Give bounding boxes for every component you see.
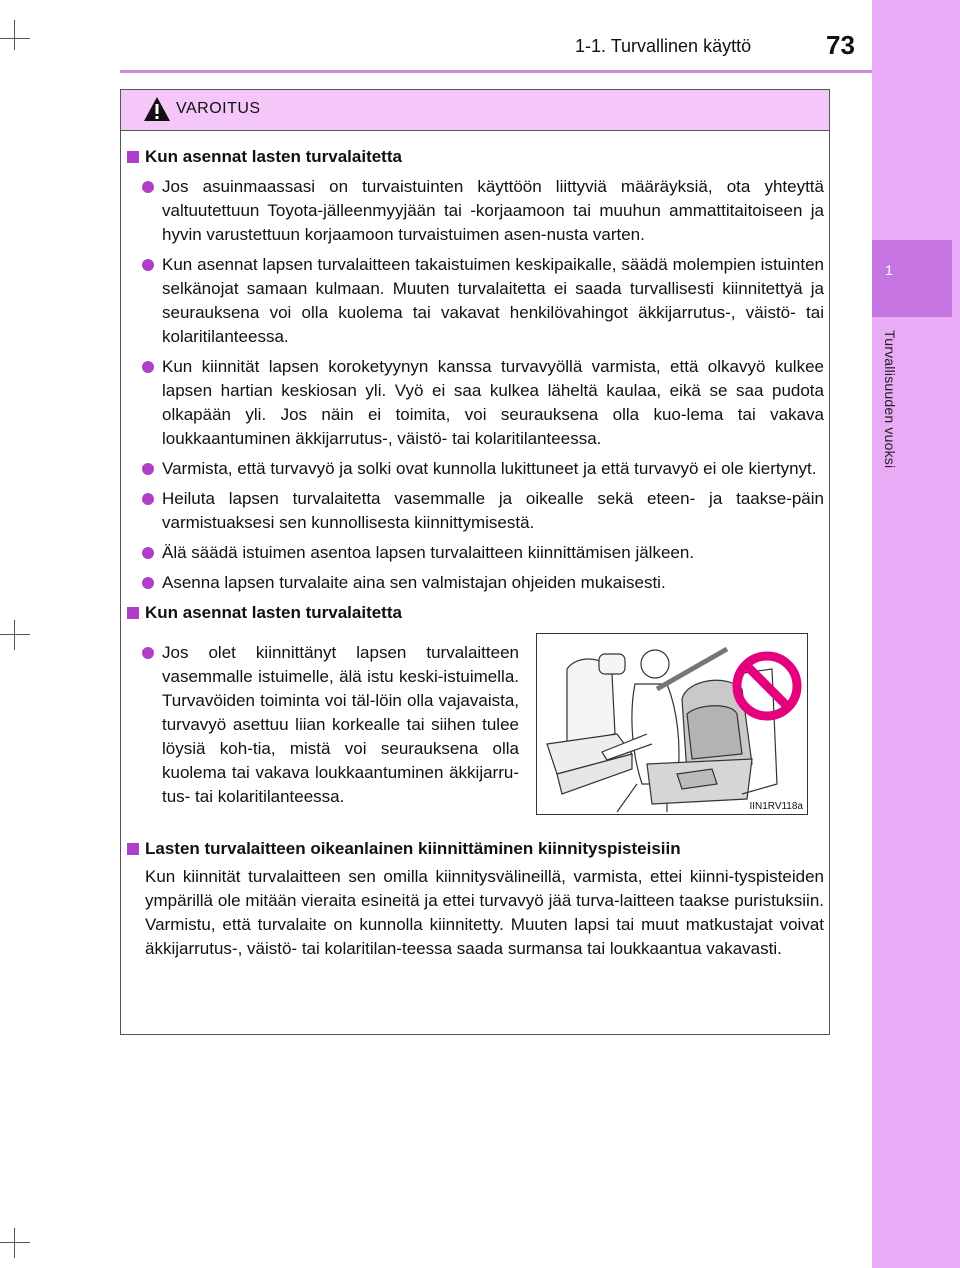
child-seat-illustration <box>536 633 808 815</box>
round-bullet-icon <box>142 647 154 659</box>
chapter-sidebar <box>872 0 960 1268</box>
round-bullet-icon <box>142 259 154 271</box>
page-number: 73 <box>826 30 855 60</box>
chapter-number: 1 <box>885 262 893 278</box>
chapter-title: Turvallisuuden vuoksi <box>882 330 898 469</box>
crop-mark <box>0 38 30 39</box>
crop-mark <box>0 1242 30 1243</box>
list-item: Heiluta lapsen turvalaitetta vasemmalle ja oikealle sekä eteen- ja taakse-päin varmistuaksesi sen kunnollisesta kiinnittymisestä. <box>127 487 824 535</box>
warning-content <box>127 145 824 961</box>
section-heading: Kun asennat lasten turvalaitetta <box>127 145 824 169</box>
crop-mark <box>14 20 15 50</box>
figure-text <box>127 631 519 809</box>
round-bullet-icon <box>142 463 154 475</box>
list-item: Kun kiinnität lapsen koroketyynyn kanssa turvavyöllä varmista, että olkavyö kulkee lapsen hartian keskiosan yli. Vyö ei saa kulkea läheltä kaulaa, eikä se saa pudota olkapään yli. Jos näin ei toimita, voi seurauksena olla kuo-lema tai vakava loukkaantuminen äkkijarrutus-, väistö- tai kolaritilanteessa. <box>127 355 824 451</box>
warning-header <box>121 90 829 131</box>
square-bullet-icon <box>127 151 139 163</box>
header-rule <box>120 70 872 73</box>
crop-mark <box>14 1228 15 1258</box>
car-seat-drawing <box>537 634 807 814</box>
chapter-tab <box>872 240 952 317</box>
round-bullet-icon <box>142 493 154 505</box>
crop-mark <box>14 620 15 650</box>
warning-title: VAROITUS <box>176 100 261 117</box>
section-heading: Lasten turvalaitteen oikeanlainen kiinnittäminen kiinnityspisteisiin <box>127 837 824 861</box>
section-heading: Kun asennat lasten turvalaitetta <box>127 601 824 625</box>
crop-mark <box>0 634 30 635</box>
round-bullet-icon <box>142 361 154 373</box>
list-item: Älä säädä istuimen asentoa lapsen turvalaitteen kiinnittämisen jälkeen. <box>127 541 824 565</box>
list-item: Varmista, että turvavyö ja solki ovat kunnolla lukittuneet ja että turvavyö ei ole kiertynyt. <box>127 457 824 481</box>
list-item: Kun asennat lapsen turvalaitteen takaistuimen keskipaikalle, säädä molempien istuinten selkänojat samaan kulmaan. Muuten turvalaitetta ei saada turvallisesti kiinnitettyä ja seurauksena voi olla kuolema tai vakavat henkilövahingot äkkijarrutus-, väistö- tai kolaritilanteessa. <box>127 253 824 349</box>
warning-box <box>120 89 830 1035</box>
list-item: Jos asuinmaassasi on turvaistuinten käyttöön liittyviä määräyksiä, ota yhteyttä valtuutettuun Toyota-jälleenmyyjään tai -korjaamoon tai muuhun ammattitaitoiseen ja hyvin varustettuun korjaamoon turvaistuimen asen-nusta varten. <box>127 175 824 247</box>
figure-code: IIN1RV118a <box>749 801 803 812</box>
paragraph: Kun kiinnität turvalaitteen sen omilla kiinnitysvälineillä, varmista, ettei kiinni-tyspisteiden ympärillä ole mitään vieraita esineitä ja ettei turvavyö jää turva-laitteen taakse puristuksiin. Varmistu, että turvalaite on kunnolla kiinnitetty. Muuten lapsi tai muut matkustajat voivat äkkijarrutus-, väistö- tai kolaritilan-teessa saada surmansa tai loukkaantua vakavasti. <box>145 867 824 958</box>
figure-row <box>127 631 824 841</box>
round-bullet-icon <box>142 577 154 589</box>
section-title: 1-1. Turvallinen käyttö <box>575 36 752 56</box>
list-item: Jos olet kiinnittänyt lapsen turvalaitteen vasemmalle istuimelle, älä istu keski-istuimella. Turvavöiden toiminta voi täl-löin olla vajavaista, turvavyö asettuu liian korkealle tai siihen tulee löysiä koh-tia, mistä voi seurauksena olla kuolema tai vakava loukkaantuminen äkkijarru-tus- tai kolaritilanteessa. <box>127 641 519 809</box>
square-bullet-icon <box>127 843 139 855</box>
round-bullet-icon <box>142 181 154 193</box>
round-bullet-icon <box>142 547 154 559</box>
prohibition-icon <box>737 656 797 716</box>
list-item: Asenna lapsen turvalaite aina sen valmistajan ohjeiden mukaisesti. <box>127 571 824 595</box>
square-bullet-icon <box>127 607 139 619</box>
warning-triangle-icon <box>143 96 171 122</box>
